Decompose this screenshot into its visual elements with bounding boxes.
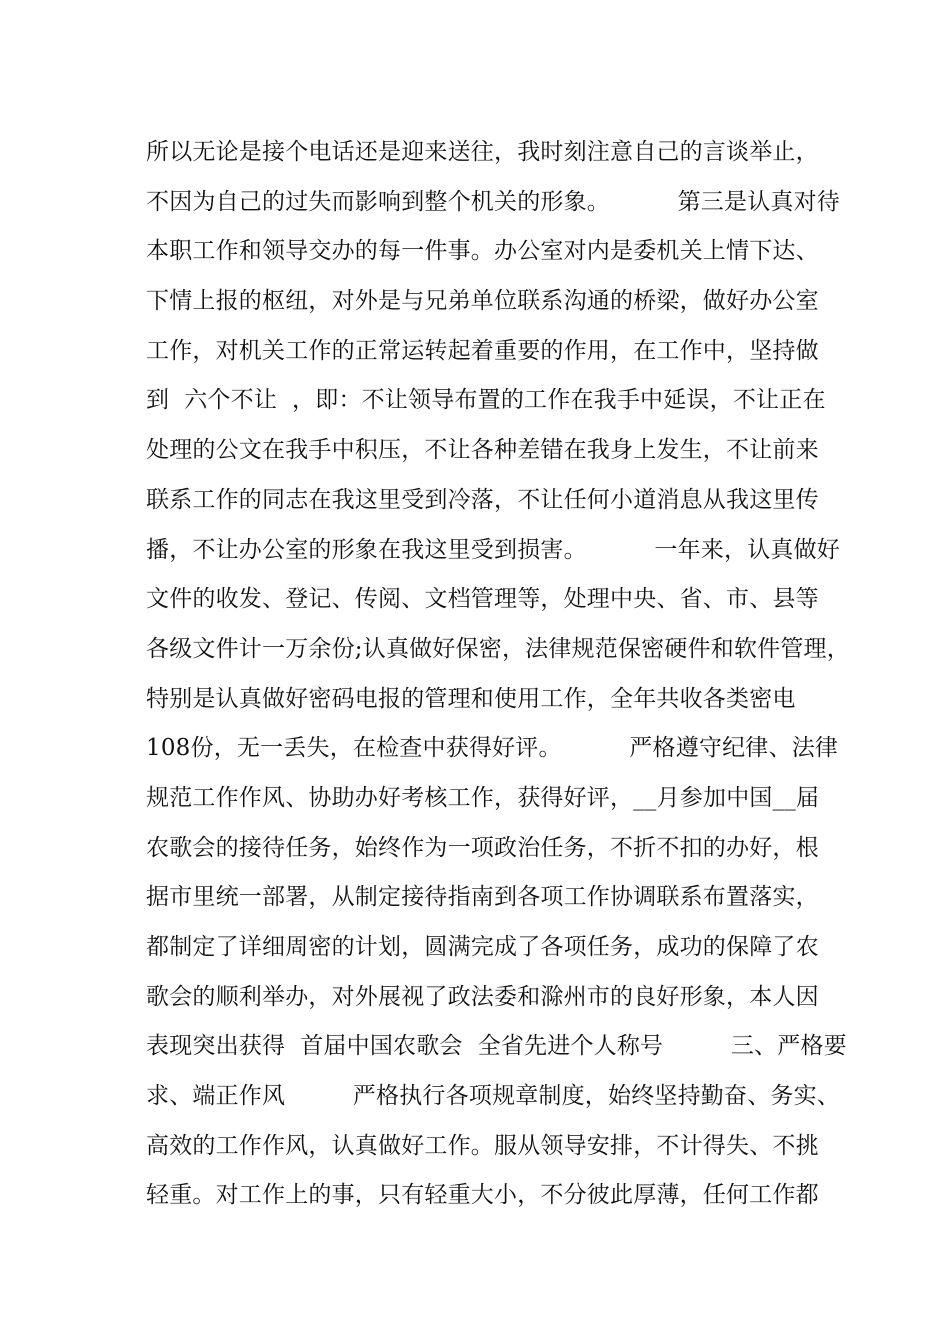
text-line: 轻重。对工作上的事，只有轻重大小，不分彼此厚薄，任何工作都 — [146, 1182, 819, 1209]
text-line: 所以无论是接个电话还是迎来送往，我时刻注意自己的言谈举止， — [146, 139, 819, 165]
text-line: 表现突出获得 首届中国农歌会 全省先进个人称号 三、严格要 — [146, 1033, 847, 1060]
text-line: 播，不让办公室的形象在我这里受到损害。 一年来，认真做好 — [146, 536, 840, 563]
text-line: 农歌会的接待任务，始终作为一项政治任务，不折不扣的办好，根 — [146, 834, 819, 861]
text-line: 本职工作和领导交办的每一件事。办公室对内是委机关上情下达、 — [146, 238, 819, 265]
text-line: 处理的公文在我手中积压，不让各种差错在我身上发生，不让前来 — [146, 437, 819, 464]
text-line: 不因为自己的过失而影响到整个机关的形象。 第三是认真对待 — [146, 188, 840, 215]
text-line: 文件的收发、登记、传阅、文档管理等，处理中央、省、市、县等 — [146, 586, 819, 613]
text-line: 工作，对机关工作的正常运转起着重要的作用，在工作中，坚持做 — [146, 337, 819, 364]
body-text — [146, 128, 850, 1221]
text-line: 特别是认真做好密码电报的管理和使用工作，全年共收各类密电 — [146, 685, 796, 712]
text-line: 到 六个不让 ，即：不让领导布置的工作在我手中延误，不让正在 — [146, 387, 826, 414]
text-line: 联系工作的同志在我这里受到冷落，不让任何小道消息从我这里传 — [146, 486, 819, 513]
text-line: 下情上报的枢纽，对外是与兄弟单位联系沟通的桥梁，做好办公室 — [146, 288, 819, 315]
text-line: 据市里统一部署，从制定接待指南到各项工作协调联系布置落实， — [146, 884, 819, 911]
text-line: 各级文件计一万余份;认真做好保密，法律规范保密硬件和软件管理， — [146, 635, 850, 662]
text-line: 求、端正作风 严格执行各项规章制度，始终坚持勤奋、务实、 — [146, 1083, 840, 1110]
text-line: 高效的工作作风，认真做好工作。服从领导安排，不计得失、不挑 — [146, 1132, 819, 1159]
text-line: 都制定了详细周密的计划，圆满完成了各项任务，成功的保障了农 — [146, 934, 819, 960]
text-line: 108份，无一丢失，在检查中获得好评。 严格遵守纪律、法律 — [146, 735, 839, 762]
text-line: 歌会的顺利举办，对外展视了政法委和滁州市的良好形象，本人因 — [146, 983, 819, 1010]
text-line: 规范工作作风、协助办好考核工作，获得好评，__月参加中国__届 — [146, 784, 820, 811]
